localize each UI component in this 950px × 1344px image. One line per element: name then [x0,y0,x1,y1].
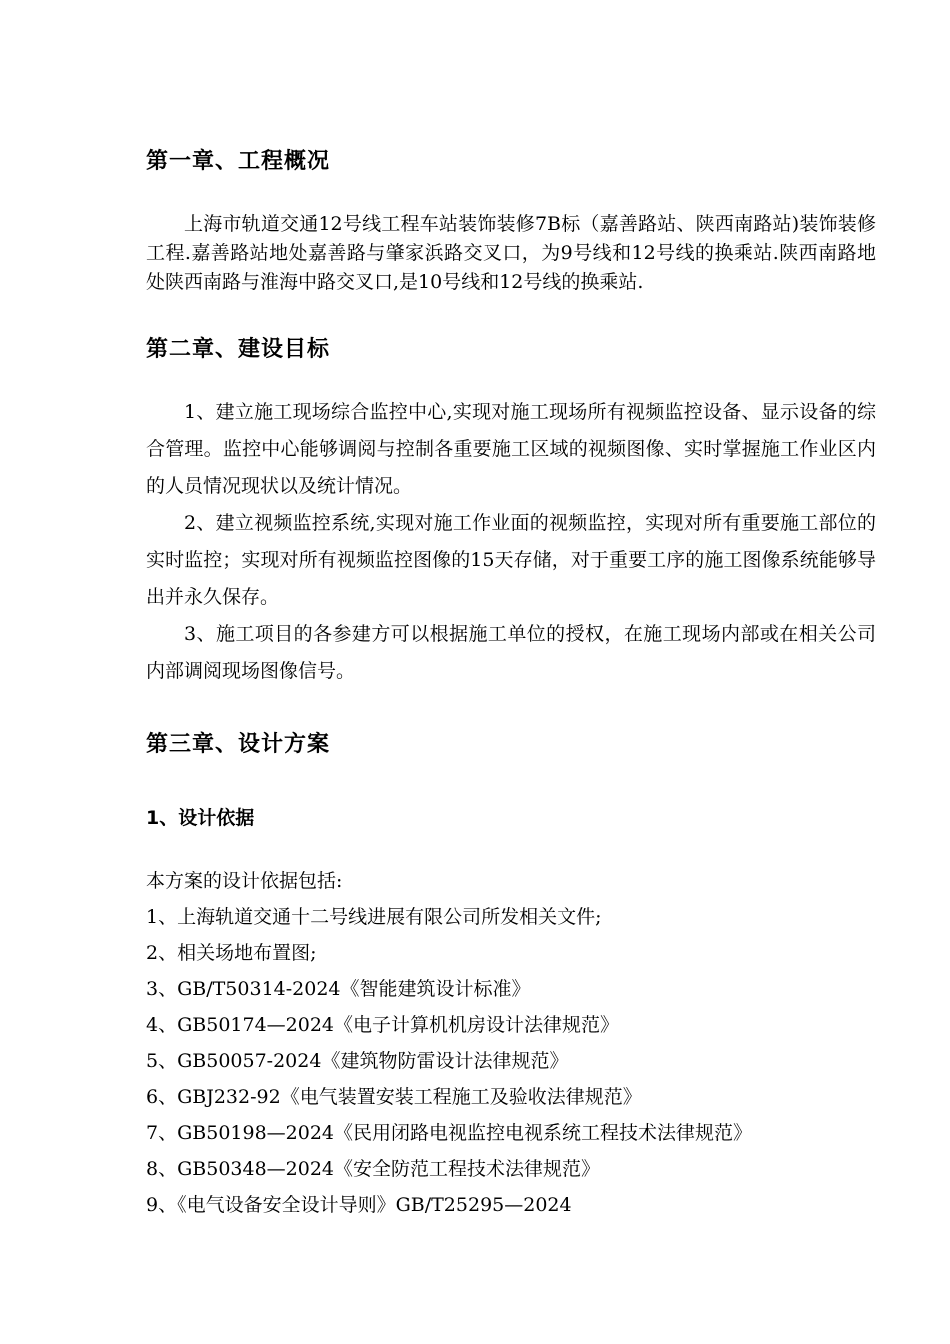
basis-item-6: 6、GBJ232-92《电气装置安装工程施工及验收法律规范》 [146,1086,642,1108]
design-basis-intro: 本方案的设计依据包括: [146,870,343,892]
goal-item-3: 3、施工项目的各参建方可以根据施工单位的授权，在施工现场内部或在相关公司内部调阅现场图像信号。 [146,623,876,682]
basis-item-9: 9、《电气设备安全设计导则》GB/T25295—2024 [146,1194,572,1216]
basis-item-8: 8、GB50348—2024《安全防范工程技术法律规范》 [146,1158,601,1180]
goal-item-2: 2、建立视频监控系统,实现对施工作业面的视频监控，实现对所有重要施工部位的实时监控；实现对所有视频监控图像的15天存储，对于重要工序的施工图像系统能够导出并永久保存。 [146,512,876,608]
chapter3-heading: 第三章、设计方案 [146,732,331,757]
basis-item-1: 1、上海轨道交通十二号线进展有限公司所发相关文件; [146,906,602,928]
basis-item-5: 5、GB50057-2024《建筑物防雷设计法律规范》 [146,1050,569,1072]
goal-item-1: 1、建立施工现场综合监控中心,实现对施工现场所有视频监控设备、显示设备的综合管理。监控中心能够调阅与控制各重要施工区域的视频图像、实时掌握施工作业区内的人员情况现状以及统计情况。 [146,401,876,497]
chapter2-heading: 第二章、建设目标 [146,337,331,362]
basis-item-7: 7、GB50198—2024《民用闭路电视监控电视系统工程技术法律规范》 [146,1122,753,1144]
basis-item-2: 2、相关场地布置图; [146,942,317,964]
chapter1-paragraph: 上海市轨道交通12号线工程车站装饰装修7B标（嘉善路站、陕西南路站)装饰装修工程.嘉善路站地处嘉善路与肇家浜路交叉口，为9号线和12号线的换乘站.陕西南路地处陕西南路与淮海中路交叉口,是10号线和12号线的换乘站. [146,213,876,293]
section-design-basis-heading: 1、设计依据 [146,807,255,829]
basis-item-4: 4、GB50174—2024《电子计算机机房设计法律规范》 [146,1014,620,1036]
chapter1-heading: 第一章、工程概况 [146,149,331,174]
basis-item-3: 3、GB/T50314-2024《智能建筑设计标准》 [146,978,531,1000]
